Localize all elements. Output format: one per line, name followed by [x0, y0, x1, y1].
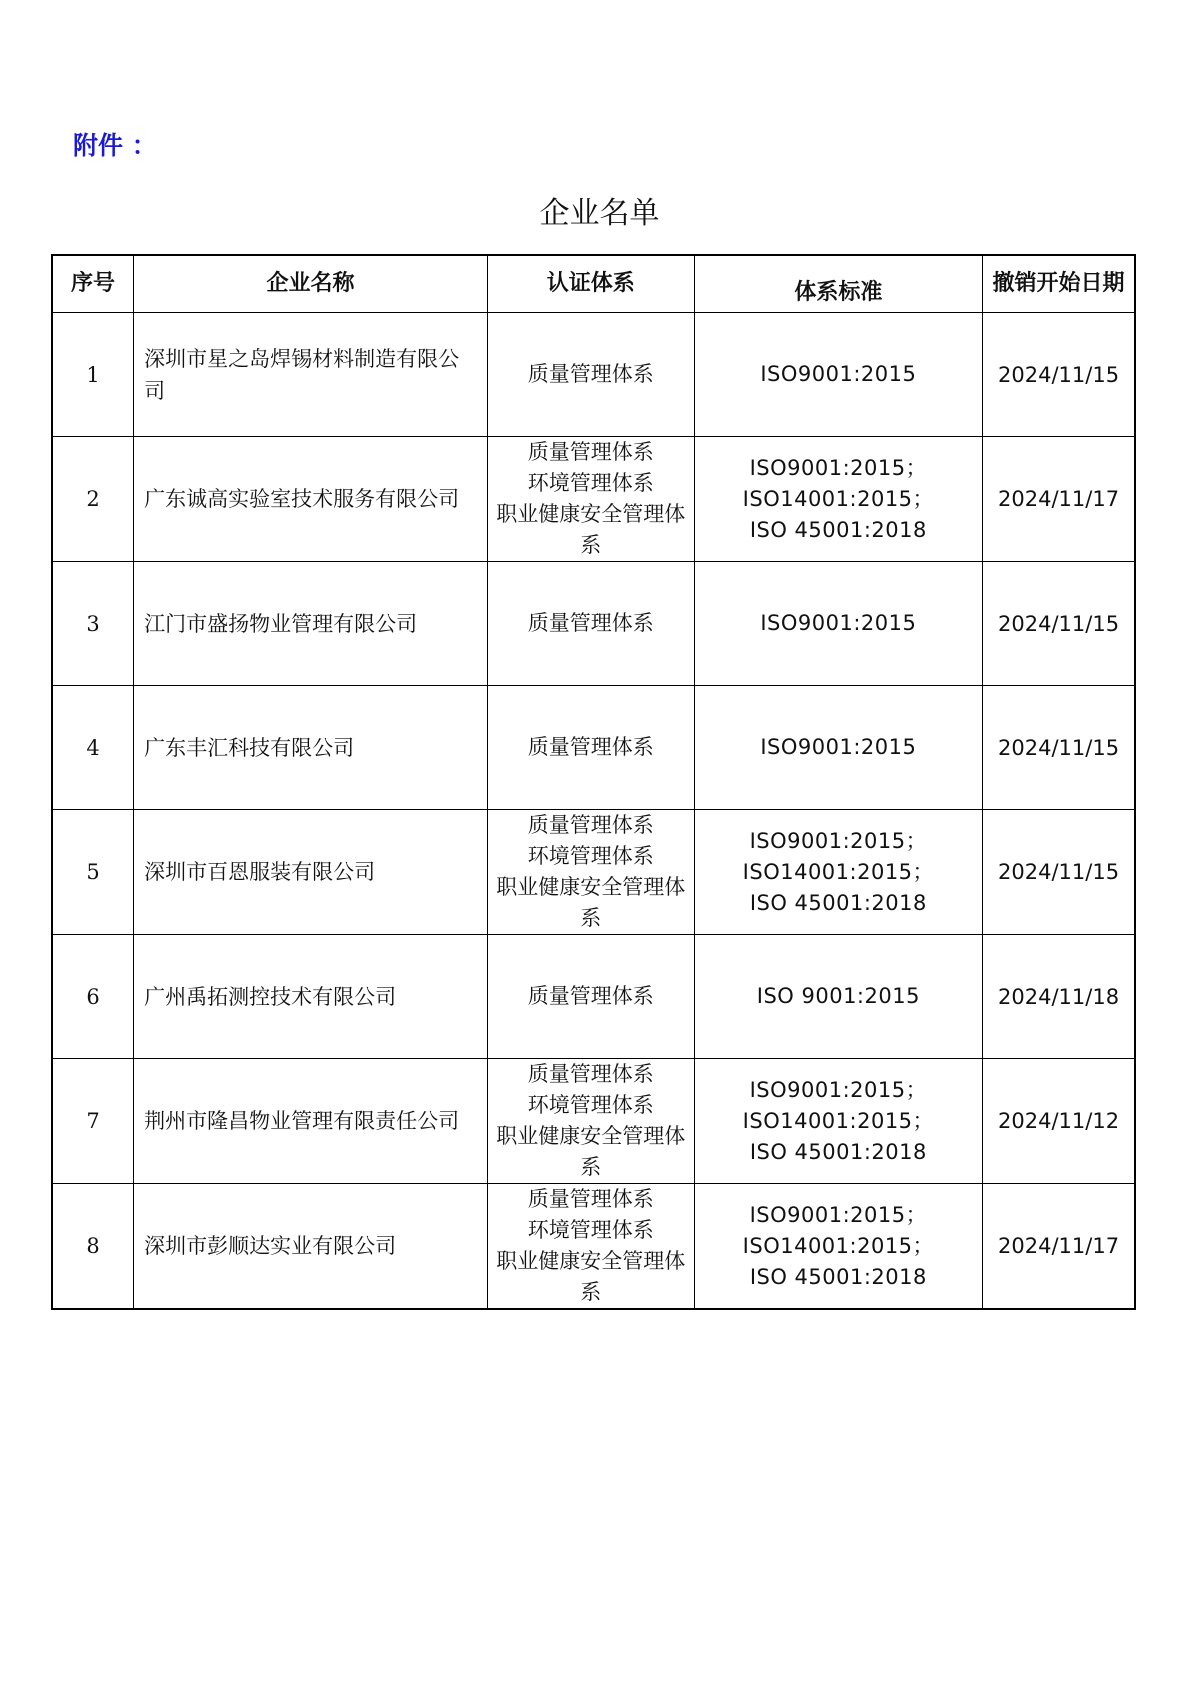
document-title: 企业名单: [539, 196, 660, 231]
cert-system-item: 职业健康安全管理体系: [496, 1249, 686, 1304]
standard-item: ISO9001:2015: [760, 611, 917, 635]
table-row: [52, 686, 1135, 810]
row-revoke-date: 2024/11/18: [983, 935, 1135, 1059]
standard-item: ISO14001:2015；: [742, 486, 935, 511]
standard-item: ISO9001:2015；: [749, 455, 928, 480]
row-cert-systems: [487, 1184, 694, 1310]
table-row: [52, 313, 1135, 437]
company-list-table: [51, 254, 1136, 1310]
row-revoke-date: 2024/11/17: [983, 1184, 1135, 1310]
row-cert-systems: [487, 313, 694, 437]
row-standards: [694, 313, 982, 437]
cert-system-item: 质量管理体系: [527, 362, 654, 386]
row-standards: [694, 437, 982, 562]
cert-system-item: 环境管理体系: [527, 471, 654, 495]
standard-item: ISO14001:2015；: [742, 1108, 935, 1133]
standard-item: ISO 45001:2018: [749, 517, 927, 542]
row-cert-systems: [487, 437, 694, 562]
cert-system-item: 环境管理体系: [527, 1218, 654, 1242]
row-standards: [694, 810, 982, 935]
row-standards: [694, 935, 982, 1059]
cert-system-item: 职业健康安全管理体系: [496, 875, 686, 930]
header-cert-system: 认证体系: [487, 255, 694, 313]
row-seq: 6: [52, 935, 134, 1059]
cert-system-item: 环境管理体系: [527, 1093, 654, 1117]
table-row: [52, 935, 1135, 1059]
row-standards: [694, 1184, 982, 1310]
cert-system-item: 质量管理体系: [527, 1187, 654, 1211]
standard-item: ISO9001:2015: [760, 735, 917, 759]
row-revoke-date: 2024/11/15: [983, 686, 1135, 810]
cert-system-item: 环境管理体系: [527, 844, 654, 868]
row-cert-systems: [487, 1059, 694, 1184]
row-seq: 4: [52, 686, 134, 810]
header-company-name: 企业名称: [134, 255, 488, 313]
cert-system-item: 质量管理体系: [527, 813, 654, 837]
cert-system-item: 职业健康安全管理体系: [496, 502, 686, 557]
row-company-name: 深圳市星之岛焊锡材料制造有限公司: [134, 313, 488, 437]
standard-item: ISO9001:2015: [760, 362, 917, 386]
header-standard: [694, 255, 982, 313]
cert-system-item: 质量管理体系: [527, 735, 654, 759]
standard-item: ISO 45001:2018: [749, 1264, 927, 1289]
table-row: [52, 810, 1135, 935]
standard-item: ISO9001:2015；: [749, 1202, 928, 1227]
row-company-name: 广东诚高实验室技术服务有限公司: [134, 437, 488, 562]
row-seq: 7: [52, 1059, 134, 1184]
cert-system-item: 质量管理体系: [527, 440, 654, 464]
row-company-name: 广州禹拓测控技术有限公司: [134, 935, 488, 1059]
row-company-name: 深圳市百恩服装有限公司: [134, 810, 488, 935]
row-revoke-date: 2024/11/15: [983, 810, 1135, 935]
table-row: [52, 562, 1135, 686]
row-seq: 1: [52, 313, 134, 437]
cert-system-item: 职业健康安全管理体系: [496, 1124, 686, 1179]
row-revoke-date: 2024/11/12: [983, 1059, 1135, 1184]
table-row: [52, 437, 1135, 562]
row-standards: [694, 562, 982, 686]
standard-item: ISO14001:2015；: [742, 1233, 935, 1258]
table-row: [52, 1184, 1135, 1310]
row-seq: 2: [52, 437, 134, 562]
row-company-name: 广东丰汇科技有限公司: [134, 686, 488, 810]
row-company-name: 深圳市彭顺达实业有限公司: [134, 1184, 488, 1310]
row-seq: 8: [52, 1184, 134, 1310]
standard-item: ISO9001:2015；: [749, 1077, 928, 1102]
row-seq: 3: [52, 562, 134, 686]
table-header-row: [52, 255, 1135, 313]
cert-system-item: 质量管理体系: [527, 611, 654, 635]
row-cert-systems: [487, 562, 694, 686]
row-standards: [694, 686, 982, 810]
row-cert-systems: [487, 935, 694, 1059]
row-standards: [694, 1059, 982, 1184]
row-revoke-date: 2024/11/15: [983, 562, 1135, 686]
standard-item: ISO9001:2015；: [749, 828, 928, 853]
cert-system-item: 质量管理体系: [527, 1062, 654, 1086]
standard-item: ISO 9001:2015: [756, 984, 920, 1008]
standard-item: ISO14001:2015；: [742, 859, 935, 884]
standard-item: ISO 45001:2018: [749, 890, 927, 915]
row-company-name: 江门市盛扬物业管理有限公司: [134, 562, 488, 686]
attachment-label: 附件 ：: [73, 131, 157, 160]
header-revoke-date: 撤销开始日期: [983, 255, 1135, 313]
row-cert-systems: [487, 810, 694, 935]
row-company-name: 荆州市隆昌物业管理有限责任公司: [134, 1059, 488, 1184]
row-seq: 5: [52, 810, 134, 935]
header-standard-label: 体系标准: [794, 280, 883, 305]
table-row: [52, 1059, 1135, 1184]
cert-system-item: 质量管理体系: [527, 984, 654, 1008]
row-cert-systems: [487, 686, 694, 810]
standard-item: ISO 45001:2018: [749, 1139, 927, 1164]
row-revoke-date: 2024/11/17: [983, 437, 1135, 562]
header-seq: 序号: [52, 255, 134, 313]
row-revoke-date: 2024/11/15: [983, 313, 1135, 437]
